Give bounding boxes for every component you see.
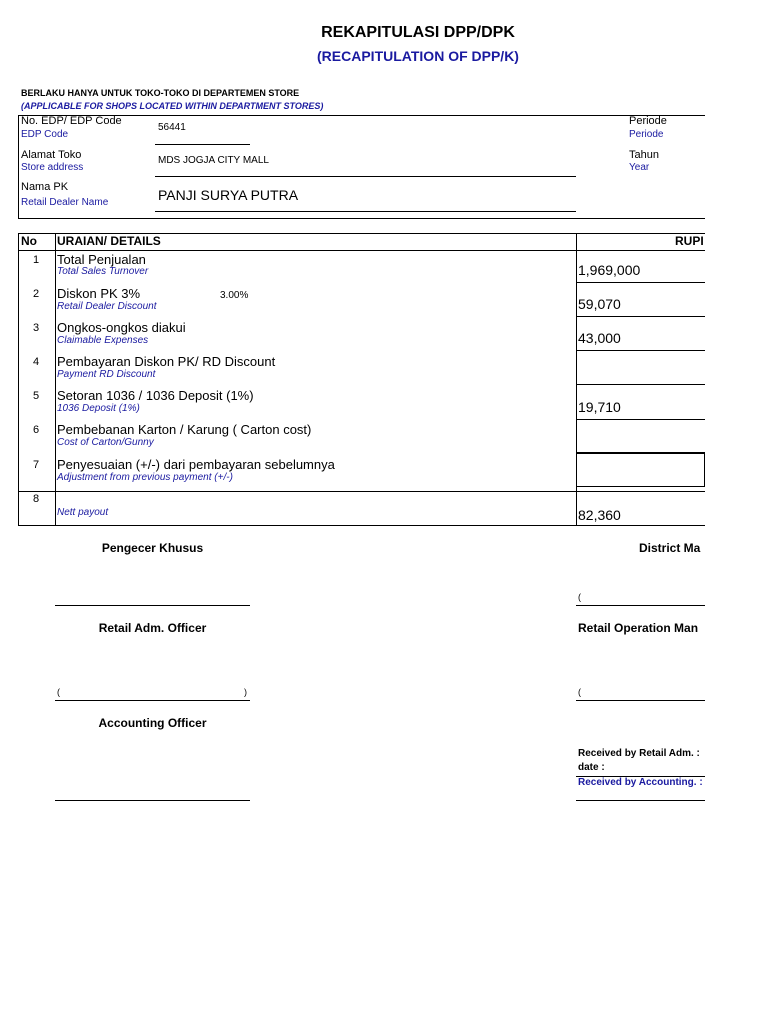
- row-7-label-en: Adjustment from previous payment (+/-): [57, 472, 233, 483]
- edp-underline: [155, 144, 250, 145]
- row-1-amount: 1,969,000: [578, 262, 641, 278]
- address-underline: [155, 176, 576, 177]
- period-label-en: Periode: [629, 129, 664, 140]
- edp-label: No. EDP/ EDP Code: [21, 115, 122, 127]
- received-retail-adm-text: Received by Retail Adm. :: [578, 748, 700, 759]
- row-4-label: Pembayaran Diskon PK/ RD Discount: [57, 354, 276, 369]
- row-7-no: 7: [33, 459, 40, 471]
- page-title: REKAPITULASI DPP/DPK: [321, 24, 515, 41]
- row-2-no: 2: [33, 288, 40, 300]
- row-2-label: Diskon PK 3%: [57, 286, 141, 301]
- table-bottom-border: [18, 525, 705, 526]
- row-8-label-en: Nett payout: [57, 507, 109, 518]
- edp-value: 56441: [158, 122, 186, 133]
- signature-retail-ops-line: [576, 700, 705, 701]
- signature-retail-adm-line: [55, 700, 250, 701]
- period-label: Periode: [629, 115, 667, 127]
- signature-accounting-line: [55, 800, 250, 801]
- signature-district-paren: (: [578, 592, 581, 602]
- signature-district-label: District Ma: [639, 541, 701, 555]
- table-no-divider: [55, 233, 56, 525]
- row-2-amount-border: [576, 316, 705, 317]
- row-8-no: 8: [33, 493, 40, 505]
- page-subtitle: (RECAPITULATION OF DPP/K): [317, 48, 519, 64]
- info-left-border: [18, 115, 19, 218]
- row-2-amount: 59,070: [578, 296, 621, 312]
- row-3-no: 3: [33, 322, 40, 334]
- info-bottom-border: [18, 218, 705, 219]
- name-underline: [155, 211, 576, 212]
- row-5-amount-border: [576, 419, 705, 420]
- table-row8-border: [18, 491, 705, 492]
- row-4-label-en: Payment RD Discount: [57, 369, 156, 380]
- address-label-en: Store address: [21, 162, 84, 173]
- year-label: Tahun: [629, 149, 659, 161]
- row-2-percent: 3.00%: [220, 290, 249, 301]
- address-value: MDS JOGJA CITY MALL: [158, 155, 269, 166]
- row-1-amount-border: [576, 282, 705, 283]
- row-3-amount-border: [576, 350, 705, 351]
- row-4-amount-border: [576, 384, 705, 385]
- row-2-label-en: Retail Dealer Discount: [57, 301, 157, 312]
- signature-retail-adm-label: Retail Adm. Officer: [98, 621, 207, 635]
- signature-retail-adm-paren-open: (: [57, 687, 60, 697]
- row-5-no: 5: [33, 390, 40, 402]
- table-left-border: [18, 233, 19, 525]
- signature-district-line: [576, 605, 705, 606]
- signature-pengecer-label: Pengecer Khusus: [101, 541, 204, 555]
- signature-pengecer-line: [55, 605, 250, 606]
- row-5-label: Setoran 1036 / 1036 Deposit (1%): [57, 388, 254, 403]
- row-5-amount: 19,710: [578, 399, 621, 415]
- name-value: PANJI SURYA PUTRA: [158, 187, 299, 203]
- col-header-details: URAIAN/ DETAILS: [57, 234, 161, 248]
- name-label-en: Retail Dealer Name: [21, 197, 109, 208]
- address-label: Alamat Toko: [21, 149, 82, 161]
- row-3-amount: 43,000: [578, 330, 621, 346]
- row-1-label: Total Penjualan: [57, 252, 146, 267]
- name-label: Nama PK: [21, 181, 69, 193]
- edp-label-en: EDP Code: [21, 129, 69, 140]
- row-6-label: Pembebanan Karton / Karung ( Carton cost): [57, 422, 312, 437]
- row-6-no: 6: [33, 424, 40, 436]
- row-8-amount: 82,360: [578, 507, 621, 523]
- row-5-label-en: 1036 Deposit (1%): [57, 403, 140, 414]
- received-date-text: date :: [578, 762, 605, 773]
- col-header-no: No: [21, 234, 37, 248]
- row-3-label-en: Claimable Expenses: [57, 335, 149, 346]
- received-accounting-line: [576, 800, 705, 801]
- row-1-no: 1: [33, 254, 40, 266]
- row-1-label-en: Total Sales Turnover: [57, 266, 149, 277]
- row-7-amount-box: [576, 453, 705, 487]
- signature-retail-ops-paren: (: [578, 687, 581, 697]
- notice-text: BERLAKU HANYA UNTUK TOKO-TOKO DI DEPARTEMEN STORE: [21, 88, 300, 98]
- signature-retail-adm-paren-close: ): [244, 687, 247, 697]
- year-label-en: Year: [629, 162, 650, 173]
- table-header-border: [18, 250, 705, 251]
- row-4-no: 4: [33, 356, 40, 368]
- row-6-label-en: Cost of Carton/Gunny: [57, 437, 154, 448]
- col-header-amount: RUPI: [675, 234, 704, 248]
- notice-text-en: (APPLICABLE FOR SHOPS LOCATED WITHIN DEPARTMENT STORES): [21, 101, 324, 111]
- row-7-label: Penyesuaian (+/-) dari pembayaran sebelumnya: [57, 457, 335, 472]
- signature-accounting-label: Accounting Officer: [98, 716, 207, 730]
- signature-retail-ops-label: Retail Operation Man: [578, 621, 699, 635]
- row-3-label: Ongkos-ongkos diakui: [57, 320, 186, 335]
- received-accounting-text: Received by Accounting. :: [578, 777, 703, 788]
